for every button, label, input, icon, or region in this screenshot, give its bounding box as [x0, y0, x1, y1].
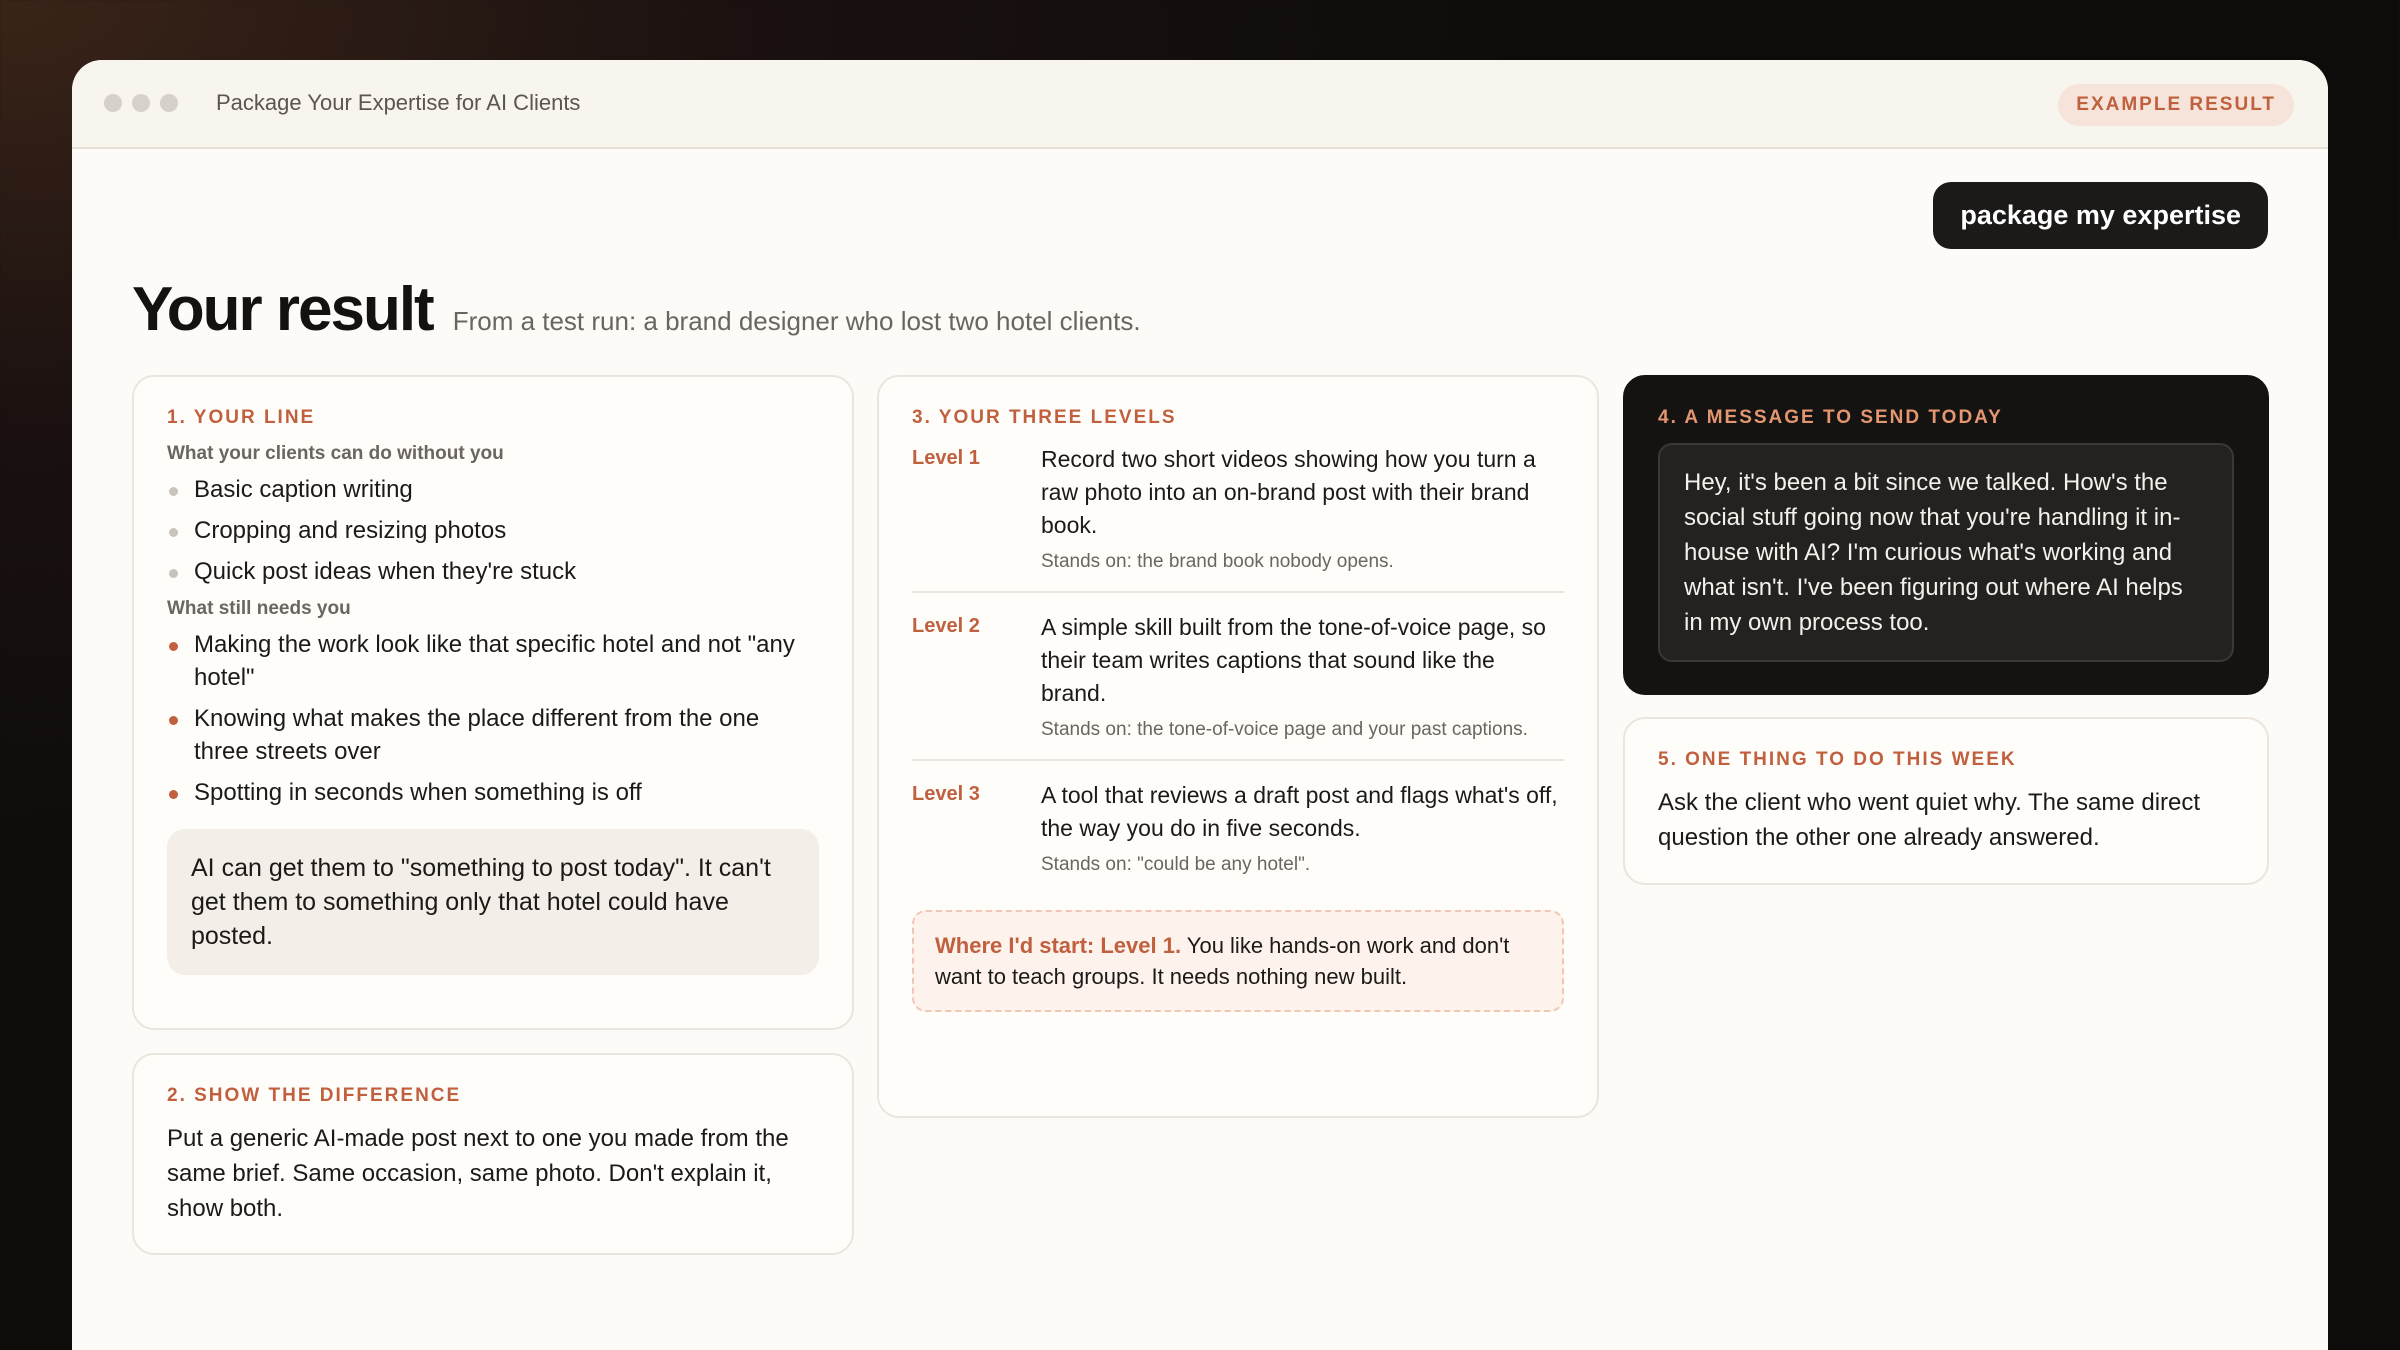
card-title: 5. ONE THING TO DO THIS WEEK	[1658, 749, 2017, 770]
bullet-icon	[169, 487, 178, 496]
without-you-list	[167, 473, 819, 588]
bullet-icon	[169, 790, 178, 799]
level-label: Level 1	[912, 447, 980, 469]
card-title: 3. YOUR THREE LEVELS	[912, 407, 1177, 428]
card-title: 1. YOUR LINE	[167, 407, 316, 428]
level-row	[912, 443, 1564, 591]
three-levels-card	[877, 375, 1599, 1118]
user-message-chip: package my expertise	[1933, 182, 2268, 249]
result-heading	[132, 274, 1141, 345]
card-title: 4. A MESSAGE TO SEND TODAY	[1658, 407, 2003, 428]
level-label: Level 3	[912, 783, 980, 805]
level-text: Record two short videos showing how you turn a raw photo into an on-brand post with their brand book.	[1041, 446, 1536, 538]
list-item: Making the work look like that specific hotel and not "any hotel"	[167, 628, 819, 694]
list-item: Spotting in seconds when something is off	[167, 776, 819, 809]
level-note: Stands on: the brand book nobody opens.	[1041, 551, 1394, 572]
app-window	[72, 60, 2328, 1350]
close-dot-icon[interactable]	[104, 94, 122, 112]
summary-quote: AI can get them to "something to post today". It can't get them to something only that hotel could have posted.	[167, 829, 819, 975]
page-title: Your result	[132, 275, 433, 344]
recommendation-key: Where I'd start: Level 1.	[935, 933, 1182, 958]
window-controls	[104, 94, 178, 112]
card-text: Ask the client who went quiet why. The same direct question the other one already answered.	[1658, 789, 2201, 851]
level-text: A tool that reviews a draft post and flags what's off, the way you do in five seconds.	[1041, 782, 1558, 841]
bullet-icon	[169, 716, 178, 725]
list-item: Cropping and resizing photos	[167, 514, 819, 547]
list-item: Knowing what makes the place different from the one three streets over	[167, 702, 819, 768]
level-text: A simple skill built from the tone-of-voice page, so their team writes captions that sound like the brand.	[1041, 614, 1546, 706]
message-card	[1623, 375, 2269, 695]
example-result-badge: EXAMPLE RESULT	[2058, 84, 2294, 126]
title-bar	[72, 60, 2328, 149]
without-you-label: What your clients can do without you	[167, 443, 504, 464]
message-draft[interactable]: Hey, it's been a bit since we talked. How's the social stuff going now that you're handling it in-house with AI? I'm curious what's working and what isn't. I've been figuring out where AI helps in my own process too.	[1658, 443, 2234, 662]
recommendation-text: You like hands-on work and don't want to teach groups. It needs nothing new built.	[935, 933, 1510, 989]
bullet-icon	[169, 642, 178, 651]
show-difference-card	[132, 1053, 854, 1255]
your-line-card	[132, 375, 854, 1030]
one-thing-card	[1623, 717, 2269, 885]
level-note: Stands on: the tone-of-voice page and your past captions.	[1041, 719, 1528, 740]
card-text: Put a generic AI-made post next to one you made from the same brief. Same occasion, same photo. Don't explain it, show both.	[167, 1125, 789, 1222]
minimize-dot-icon[interactable]	[132, 94, 150, 112]
card-title: 2. SHOW THE DIFFERENCE	[167, 1085, 462, 1106]
level-row	[912, 759, 1564, 894]
level-row	[912, 591, 1564, 759]
maximize-dot-icon[interactable]	[160, 94, 178, 112]
level-label: Level 2	[912, 615, 980, 637]
needs-you-list	[167, 628, 819, 809]
window-title: Package Your Expertise for AI Clients	[216, 90, 581, 115]
needs-you-label: What still needs you	[167, 598, 351, 619]
bullet-icon	[169, 528, 178, 537]
list-item: Quick post ideas when they're stuck	[167, 555, 819, 588]
bullet-icon	[169, 569, 178, 578]
recommendation-box	[912, 910, 1564, 1012]
list-item: Basic caption writing	[167, 473, 819, 506]
level-note: Stands on: "could be any hotel".	[1041, 854, 1311, 875]
page-subtitle: From a test run: a brand designer who lost two hotel clients.	[452, 306, 1141, 336]
